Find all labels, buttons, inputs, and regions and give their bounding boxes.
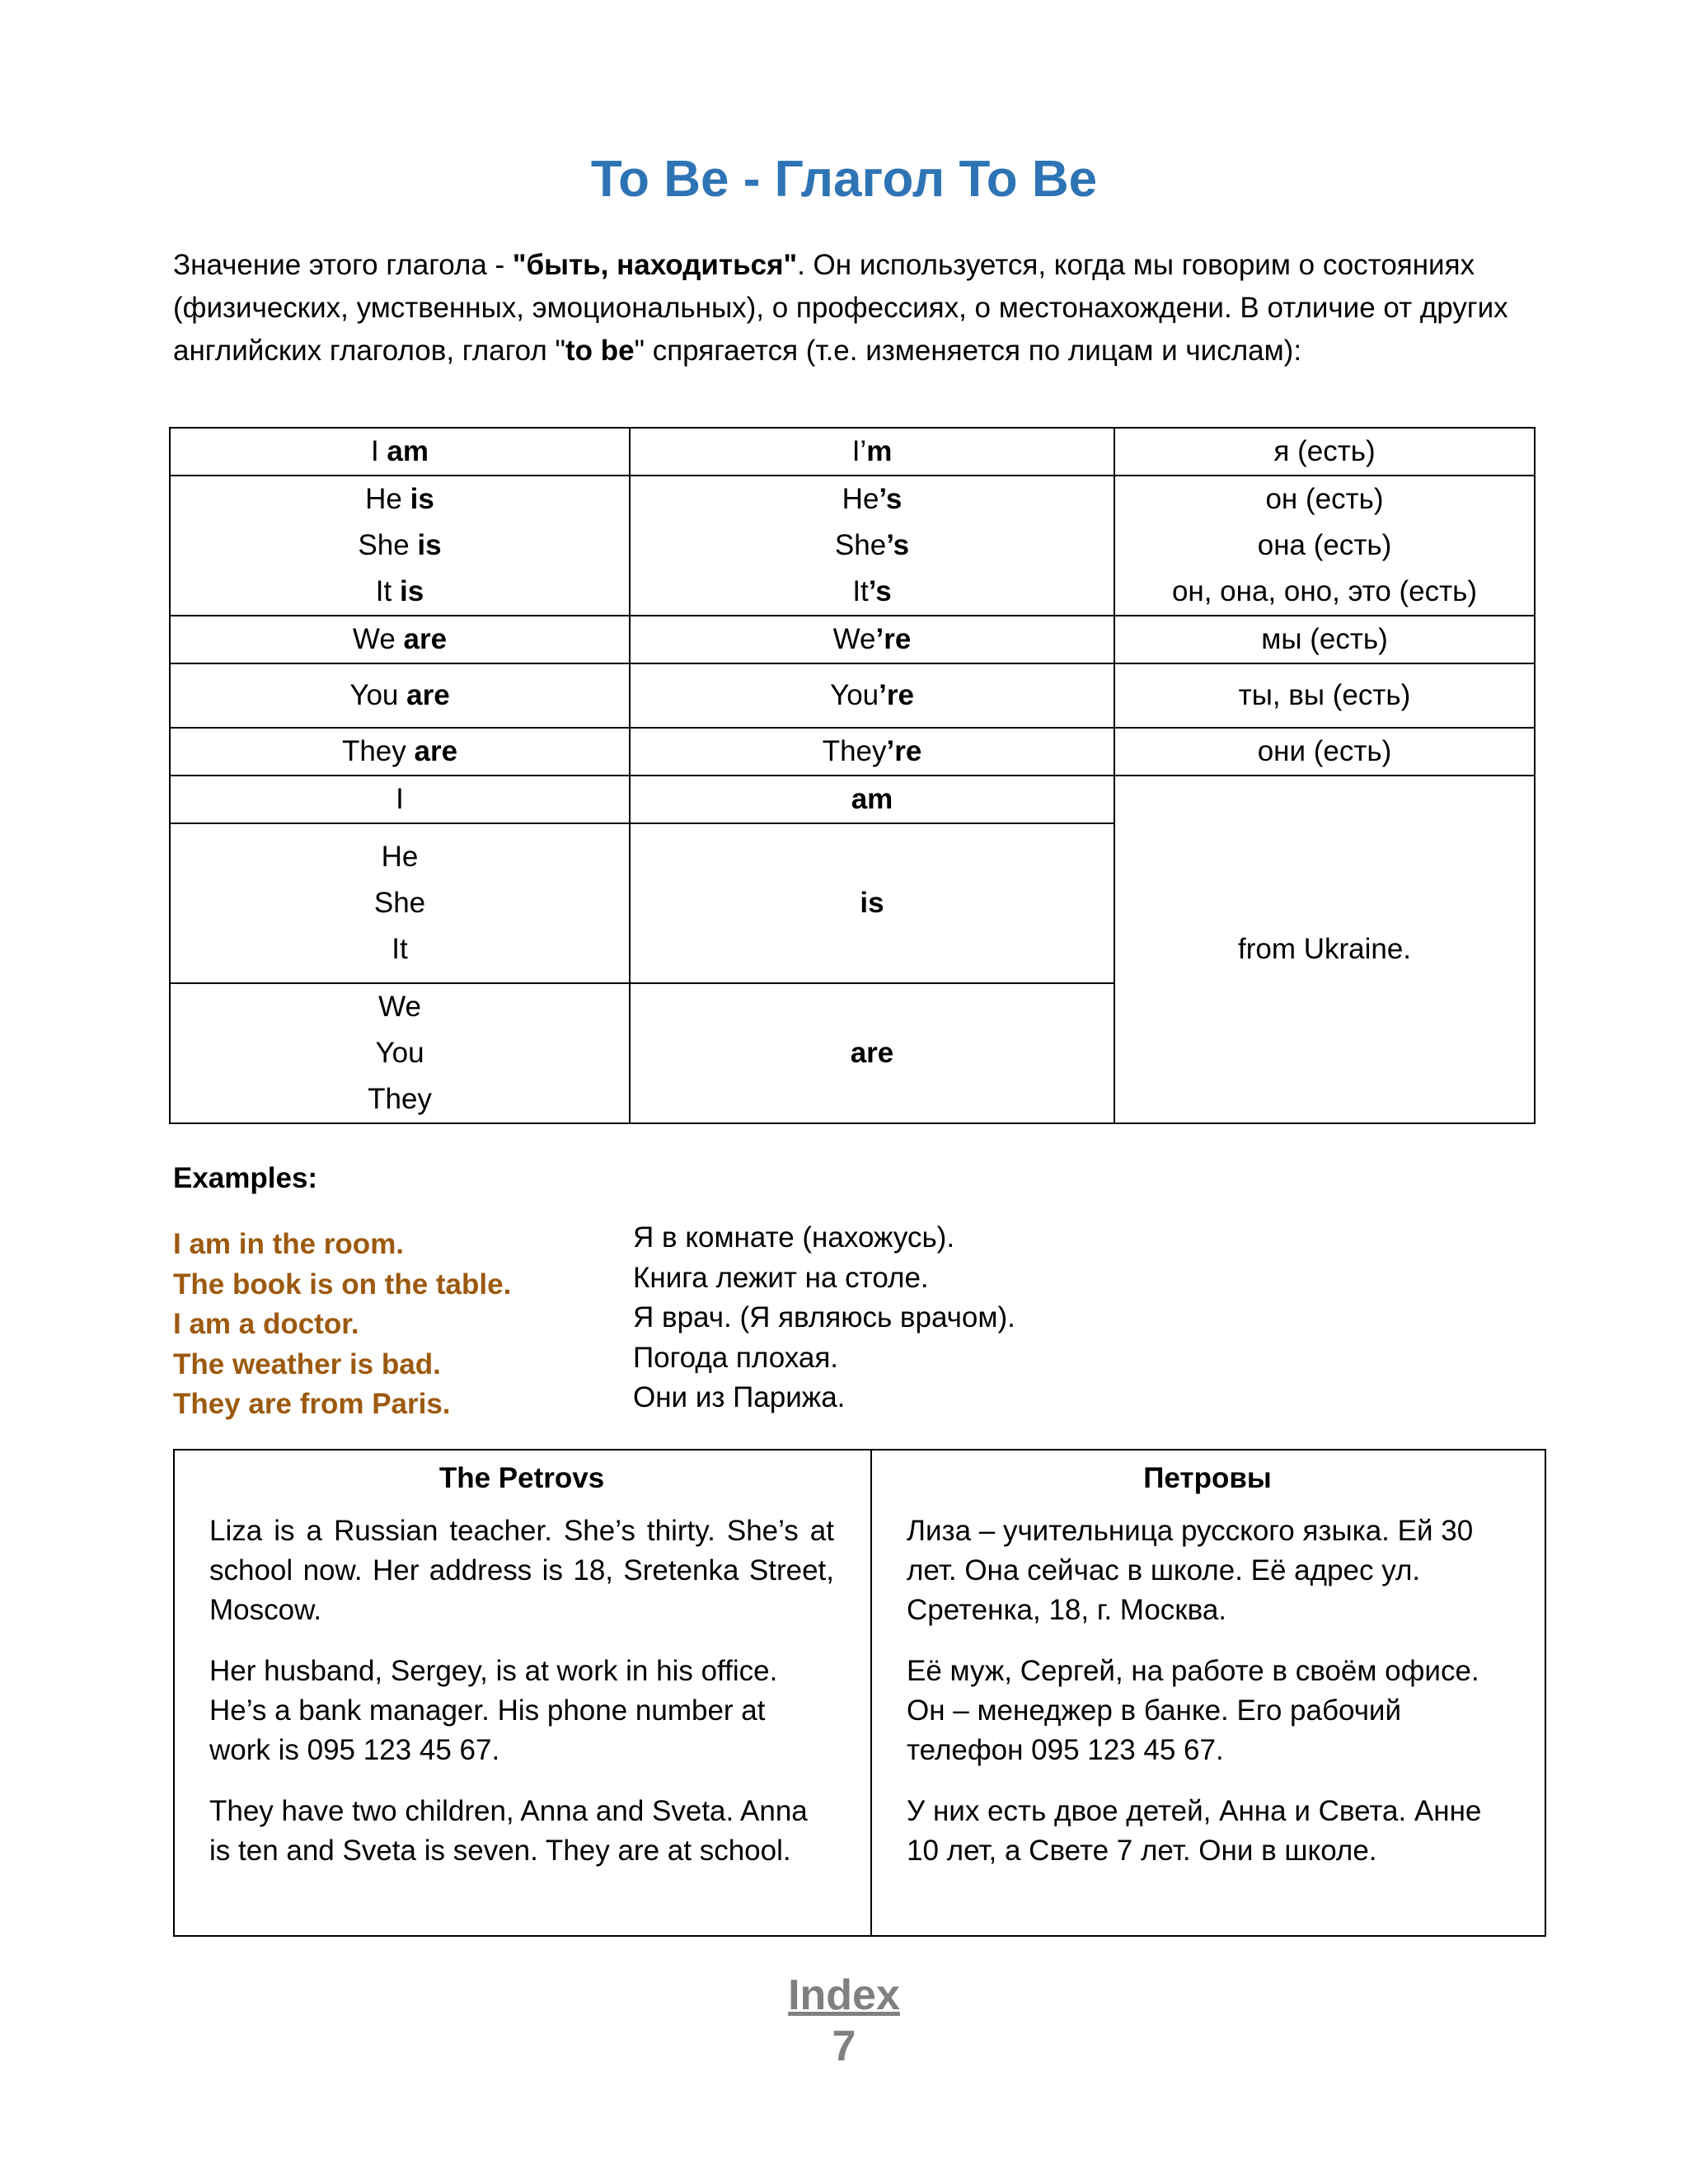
short-form-cell: We’re: [630, 616, 1114, 663]
intro-text: . Он используется, когда мы говорим о состояниях (физических, умственных, эмоциональных), о профессиях, о местонахождени. В отличие от других английских глаголов, глагол ": [173, 249, 1508, 367]
table-row: [170, 728, 1535, 776]
table-row: [170, 428, 1535, 476]
short-form-cell: He’s She’s It’s: [630, 476, 1114, 616]
full-form-cell: He is She is It is: [170, 476, 630, 616]
intro-bold-to-be: to be: [565, 335, 635, 367]
pronoun-cell: We You They: [170, 983, 630, 1123]
story-english-paragraph: They have two children, Anna and Sveta. Anna is ten and Sveta is seven. They are at school.: [209, 1795, 808, 1867]
example-english: I am in the room.: [173, 1228, 405, 1260]
intro-text: " спрягается (т.е. изменяется по лицам и числам):: [634, 335, 1302, 367]
story-russian-paragraph: Лиза – учительница русского языка. Ей 30 лет. Она сейчас в школе. Её адрес ул. Сретенка, 18, г. Москва.: [907, 1515, 1474, 1626]
full-form-cell: I am: [170, 428, 630, 476]
pronoun-cell: He She It: [170, 823, 630, 983]
story-russian-title: Петровы: [1143, 1462, 1272, 1494]
verb-cell: are: [630, 983, 1114, 1123]
pronoun-cell: I: [170, 776, 630, 823]
conjugation-table: [169, 427, 1536, 1124]
page-title: To Be - Глагол To Be: [590, 151, 1098, 208]
short-form-cell: They’re: [630, 728, 1114, 776]
translation-cell: он (есть) она (есть) он, она, оно, это (есть): [1114, 476, 1535, 616]
examples-english-list: [173, 1225, 511, 1425]
story-russian-paragraph: Её муж, Сергей, на работе в своём офисе. Он – менеджер в банке. Его рабочий телефон 095 123 45 67.: [907, 1655, 1479, 1766]
example-russian: Я в комнате (нахожусь).: [633, 1221, 955, 1254]
example-english: They are from Paris.: [173, 1388, 451, 1420]
verb-cell: is: [630, 823, 1114, 983]
translation-cell: мы (есть): [1114, 616, 1535, 663]
short-form-cell: I’m: [630, 428, 1114, 476]
examples-russian-list: [633, 1218, 1015, 1418]
story-english-title: The Petrovs: [438, 1462, 605, 1494]
full-form-cell: We are: [170, 616, 630, 663]
example-russian: Они из Парижа.: [633, 1381, 846, 1413]
intro-paragraph: [173, 244, 1525, 373]
short-form-cell: You’re: [630, 663, 1114, 728]
translation-cell: они (есть): [1114, 728, 1535, 776]
table-row: [170, 776, 1535, 823]
translation-cell: я (есть): [1114, 428, 1535, 476]
story-table: [173, 1449, 1546, 1937]
example-english: I am a doctor.: [173, 1308, 359, 1340]
intro-text: Значение этого глагола -: [173, 249, 513, 281]
page-number: 7: [832, 2022, 856, 2070]
table-row: [170, 616, 1535, 663]
index-link[interactable]: Index: [788, 1971, 900, 2019]
example-russian: Книга лежит на столе.: [633, 1261, 929, 1294]
story-russian-cell: [871, 1450, 1545, 1936]
example-russian: Погода плохая.: [633, 1341, 839, 1374]
story-english-paragraph: Liza is a Russian teacher. She’s thirty. She’s at school now. Her address is 18, Sretenka Street, Moscow.: [209, 1515, 834, 1626]
example-russian: Я врач. (Я являюсь врачом).: [633, 1301, 1015, 1333]
example-english: The weather is bad.: [173, 1347, 441, 1380]
intro-bold-meaning: "быть, находиться": [512, 249, 798, 281]
example-english: The book is on the table.: [173, 1268, 512, 1301]
examples-heading: Examples:: [173, 1162, 318, 1194]
table-row: [170, 476, 1535, 616]
story-english-cell: [174, 1450, 871, 1936]
verb-cell: am: [630, 776, 1114, 823]
full-form-cell: They are: [170, 728, 630, 776]
story-english-paragraph: Her husband, Sergey, is at work in his office. He’s a bank manager. His phone number at work is 095 123 45 67.: [209, 1655, 778, 1766]
translation-cell: ты, вы (есть): [1114, 663, 1535, 728]
page-footer: [0, 1970, 1688, 2072]
table-row: [170, 663, 1535, 728]
story-russian-paragraph: У них есть двое детей, Анна и Света. Анне 10 лет, а Свете 7 лет. Они в школе.: [907, 1795, 1482, 1867]
full-form-cell: You are: [170, 663, 630, 728]
shared-complement-cell: from Ukraine.: [1114, 776, 1535, 1123]
